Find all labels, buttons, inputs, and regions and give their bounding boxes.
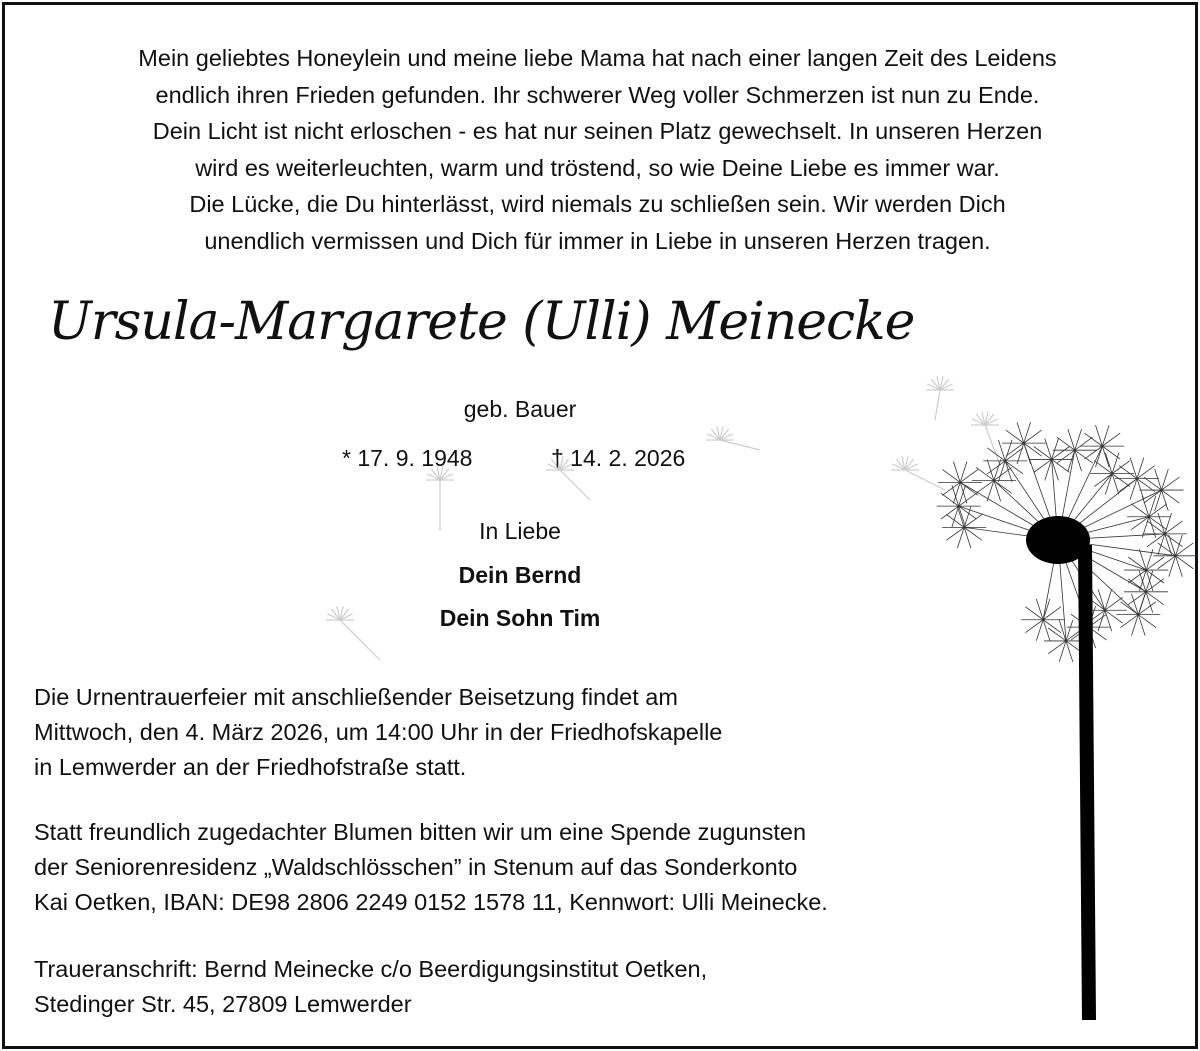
deceased-name: Ursula-Margarete (Ulli) Meinecke bbox=[48, 292, 915, 352]
ceremony-line: Mittwoch, den 4. März 2026, um 14:00 Uhr in der Friedhofskapelle bbox=[34, 719, 723, 745]
intro-text bbox=[0, 40, 1195, 259]
signer: Dein Sohn Tim bbox=[439, 605, 601, 631]
intro-line: endlich ihren Frieden gefunden. Ihr schwerer Weg voller Schmerzen ist nun zu Ende. bbox=[155, 81, 1040, 108]
closing-text: In Liebe bbox=[479, 518, 561, 544]
donation-line: Statt freundlich zugedachter Blumen bitten wir um eine Spende zugunsten bbox=[34, 819, 807, 845]
intro-line: Mein geliebtes Honeylein und meine liebe Mama hat nach einer langen Zeit des Leidens bbox=[138, 45, 1057, 71]
birth-date: * 17. 9. 1948 bbox=[342, 445, 473, 471]
intro-line: unendlich vermissen und Dich für immer in Liebe in unseren Herzen tragen. bbox=[204, 227, 991, 254]
address-line: Traueranschrift: Bernd Meinecke c/o Beerdigungsinstitut Oetken, bbox=[34, 956, 708, 982]
donation-info bbox=[34, 815, 828, 920]
death-date: † 14. 2. 2026 bbox=[551, 445, 686, 471]
intro-line: wird es weiterleuchten, warm und tröstend, so wie Deine Liebe es immer war. bbox=[195, 154, 1000, 181]
dandelion-core-icon bbox=[1026, 516, 1090, 564]
maiden-name: geb. Bauer bbox=[463, 396, 577, 422]
signer: Dein Bernd bbox=[458, 562, 582, 588]
mourning-address bbox=[34, 952, 707, 1022]
intro-line: Dein Licht ist nicht erloschen - es hat nur seinen Platz gewechselt. In unseren Herzen bbox=[152, 118, 1043, 144]
dandelion-stem-icon bbox=[1078, 545, 1096, 1020]
ceremony-line: in Lemwerder an der Friedhofstraße statt. bbox=[34, 754, 467, 780]
donation-line: der Seniorenresidenz „Waldschlösschen” in Stenum auf das Sonderkonto bbox=[34, 854, 798, 880]
address-line: Stedinger Str. 45, 27809 Lemwerder bbox=[34, 991, 412, 1017]
donation-line: Kai Oetken, IBAN: DE98 2806 2249 0152 1578 11, Kennwort: Ulli Meinecke. bbox=[34, 889, 828, 915]
intro-line: Die Lücke, die Du hinterlässt, wird niemals zu schließen sein. Wir werden Dich bbox=[189, 191, 1006, 217]
ceremony-line: Die Urnentrauerfeier mit anschließender Beisetzung findet am bbox=[34, 684, 678, 710]
ceremony-info bbox=[34, 680, 722, 785]
